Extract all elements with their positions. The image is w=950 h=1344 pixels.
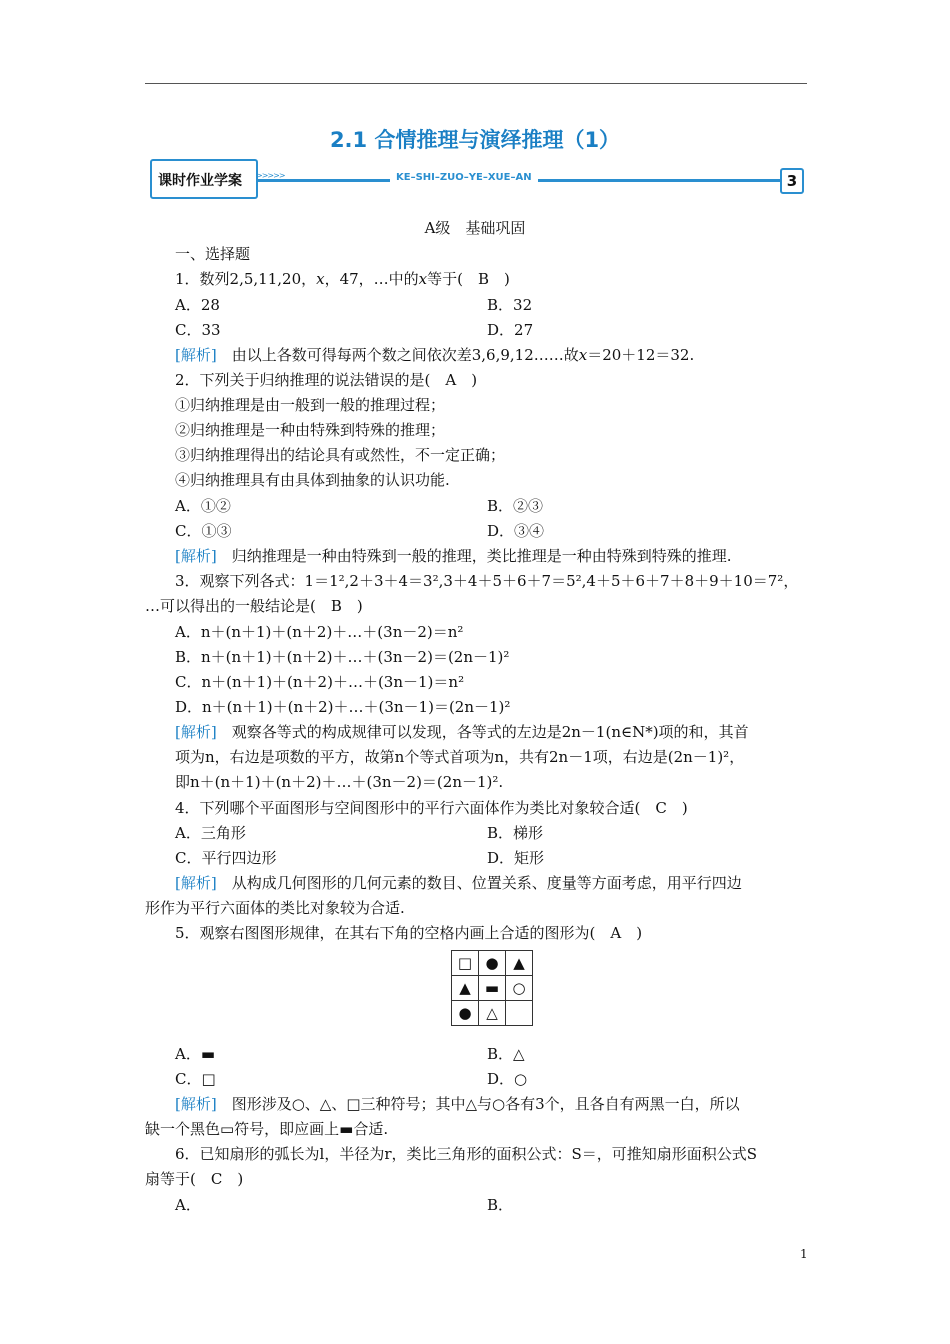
q1-option-c: C．33 xyxy=(175,321,221,339)
q3-analysis-line3: 即n＋(n＋1)＋(n＋2)＋…＋(3n－2)＝(2n－1)². xyxy=(175,773,504,791)
q4-analysis-line1: [解析] 从构成几何图形的几何元素的数目、位置关系、度量等方面考虑，用平行四边 xyxy=(175,874,742,892)
q2-item-1: ①归纳推理是由一般到一般的推理过程； xyxy=(175,396,446,414)
q3-option-d: D．n＋(n＋1)＋(n＋2)＋…＋(3n－1)＝(2n－1)² xyxy=(175,698,511,716)
question-3-stem-line2: …可以得出的一般结论是( B ) xyxy=(145,597,363,615)
q1-option-d: D．27 xyxy=(487,321,534,339)
q6-option-b: B． xyxy=(487,1196,514,1214)
grid-cell-empty xyxy=(506,1001,533,1026)
q5-analysis-line1: [解析] 图形涉及○、△、□三种符号；其中△与○各有3个，且各自有两黑一白，所以 xyxy=(175,1095,740,1113)
q4-option-d: D．矩形 xyxy=(487,849,545,867)
q5-analysis-line2: 缺一个黑色▭符号，即应画上▬合适. xyxy=(145,1120,389,1138)
q2-option-b: B．②③ xyxy=(487,497,544,515)
q2-item-3: ③归纳推理得出的结论具有或然性，不一定正确； xyxy=(175,446,506,464)
q4-analysis-line2: 形作为平行六面体的类比对象较为合适. xyxy=(145,899,405,917)
q3-analysis-line1: [解析] 观察各等式的构成规律可以发现，各等式的左边是2n－1(n∈N*)项的和，其首 xyxy=(175,723,749,741)
section-part: 一、选择题 xyxy=(175,245,251,263)
q5-option-d: D．○ xyxy=(487,1070,528,1088)
banner-arrows: >>>>> xyxy=(256,171,285,180)
q4-option-b: B．梯形 xyxy=(487,824,544,842)
q2-option-d: D．③④ xyxy=(487,522,545,540)
q2-option-c: C．①③ xyxy=(175,522,232,540)
q3-option-c: C．n＋(n＋1)＋(n＋2)＋…＋(3n－1)＝n² xyxy=(175,673,465,691)
question-6-stem-line2: 扇等于( C ) xyxy=(145,1170,244,1188)
question-1-stem: 1．数列2,5,11,20，x，47，…中的x等于( B ) xyxy=(175,270,510,288)
q5-option-c: C．□ xyxy=(175,1070,216,1088)
banner-label-box xyxy=(150,159,258,199)
banner-number: 3 xyxy=(780,168,804,194)
q4-option-c: C．平行四边形 xyxy=(175,849,277,867)
page-number: 1 xyxy=(800,1247,808,1261)
q5-option-a: A．▬ xyxy=(175,1045,216,1063)
analysis-tag: [解析] xyxy=(175,346,217,364)
grid-cell-hollow-triangle: △ xyxy=(479,1001,506,1026)
header-rule xyxy=(145,83,807,84)
grid-cell-black-circle: ● xyxy=(479,951,506,976)
analysis-tag: [解析] xyxy=(175,723,217,741)
q2-item-2: ②归纳推理是一种由特殊到特殊的推理； xyxy=(175,421,446,439)
question-4-stem: 4．下列哪个平面图形与空间图形中的平行六面体作为类比对象较合适( C ) xyxy=(175,799,688,817)
page-title: 2.1 合情推理与演绎推理（1） xyxy=(329,128,621,152)
analysis-tag: [解析] xyxy=(175,547,217,565)
question-3-stem-line1: 3．观察下列各式：1＝1²,2＋3＋4＝3²,3＋4＋5＋6＋7＝5²,4＋5＋6＋7＋8＋9＋10＝7²， xyxy=(175,572,799,590)
grid-cell-black-triangle: ▲ xyxy=(452,976,479,1001)
banner-pinyin: KE–SHI–ZUO–YE–XUE–AN xyxy=(390,172,538,183)
question-2-stem: 2．下列关于归纳推理的说法错误的是( A ) xyxy=(175,371,478,389)
grid-cell-black-triangle: ▲ xyxy=(506,951,533,976)
q1-analysis: [解析] 由以上各数可得每两个数之间依次差3,6,9,12……故x＝20＋12＝32. xyxy=(175,346,695,364)
grid-cell-black-rect: ▬ xyxy=(479,976,506,1001)
pattern-grid xyxy=(451,950,533,1026)
q1-option-a: A．28 xyxy=(175,296,220,314)
question-6-stem-line1: 6．已知扇形的弧长为l，半径为r，类比三角形的面积公式：S＝，可推知扇形面积公式S xyxy=(175,1145,758,1163)
homework-banner xyxy=(150,159,806,197)
grid-cell-hollow-rect: □ xyxy=(452,951,479,976)
q5-option-b: B．△ xyxy=(487,1045,525,1063)
analysis-tag: [解析] xyxy=(175,874,217,892)
q4-option-a: A．三角形 xyxy=(175,824,246,842)
question-5-stem: 5．观察右图图形规律，在其右下角的空格内画上合适的图形为( A ) xyxy=(175,924,643,942)
q1-option-b: B．32 xyxy=(487,296,533,314)
q3-option-a: A．n＋(n＋1)＋(n＋2)＋…＋(3n－2)＝n² xyxy=(175,623,464,641)
analysis-tag: [解析] xyxy=(175,1095,217,1113)
q2-option-a: A．①② xyxy=(175,497,231,515)
q2-item-4: ④归纳推理具有由具体到抽象的认识功能. xyxy=(175,471,450,489)
section-level: A级 基础巩固 xyxy=(424,219,526,237)
q6-option-a: A． xyxy=(175,1196,201,1214)
grid-cell-hollow-circle: ○ xyxy=(506,976,533,1001)
q3-analysis-line2: 项为n，右边是项数的平方，故第n个等式首项为n，共有2n－1项，右边是(2n－1)²， xyxy=(175,748,745,766)
grid-cell-black-circle: ● xyxy=(452,1001,479,1026)
q2-analysis: [解析] 归纳推理是一种由特殊到一般的推理，类比推理是一种由特殊到特殊的推理. xyxy=(175,547,732,565)
banner-label: 课时作业学案 xyxy=(158,173,242,189)
q3-option-b: B．n＋(n＋1)＋(n＋2)＋…＋(3n－2)＝(2n－1)² xyxy=(175,648,510,666)
